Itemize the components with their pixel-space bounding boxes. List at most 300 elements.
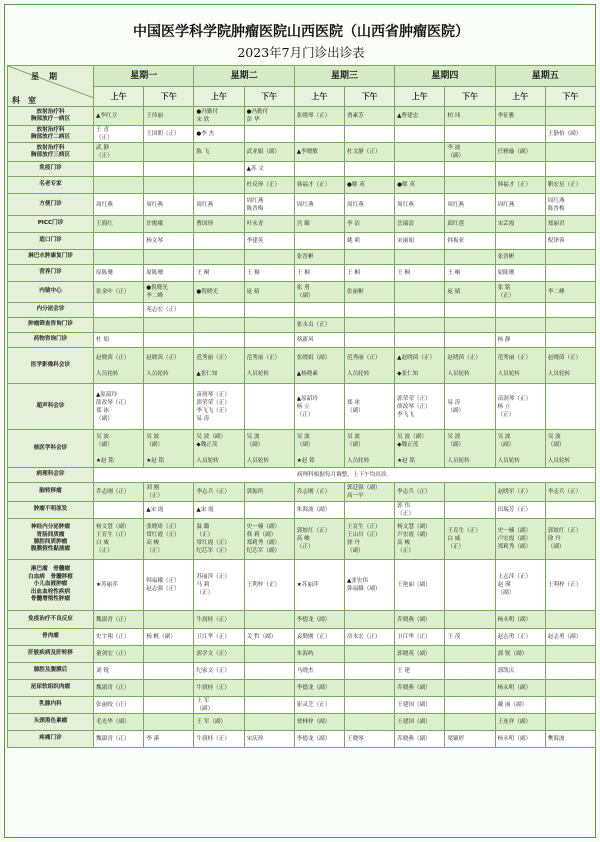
schedule-cell [94, 162, 144, 177]
dept-row [8, 303, 596, 318]
schedule-cell: ▲苏 文 [244, 162, 294, 177]
corner-bottom-label: 科室 [12, 95, 44, 105]
schedule-cell: 吴 波 （副） 人员轮转 [244, 430, 294, 468]
schedule-cell: 朱海屿 [294, 646, 344, 663]
schedule-cell: 原陈珊 [94, 265, 144, 282]
schedule-cell: 易 涛 （副） [445, 384, 495, 430]
schedule-cell: 郭姣红（正） 高 峻 （正） [294, 519, 344, 560]
schedule-cell [445, 177, 495, 194]
schedule-cell [94, 303, 144, 318]
dept-name: 免疫治疗不良反应 [8, 611, 94, 629]
dept-row [8, 611, 596, 629]
dept-row [8, 162, 596, 177]
schedule-cell: 王国朝（正） [144, 126, 194, 143]
schedule-cell [344, 680, 394, 697]
schedule-cell: 庞 婧 [445, 282, 495, 303]
dept-name: 淋巴瘤 骨髓瘤 白血病 骨髓移植 小儿血液肿瘤 出血血栓性疾病 骨髓增殖性肿瘤 [8, 560, 94, 611]
schedule-cell: 郭廷强（副） 高一平 [344, 483, 394, 502]
schedule-cell: 韩福才（正） [495, 177, 545, 194]
schedule-cell: 王 桐 [244, 265, 294, 282]
schedule-cell: 周红燕 [395, 194, 445, 216]
half-header: 上午 [94, 86, 144, 107]
schedule-cell: 原陈珊 [144, 265, 194, 282]
dept-name: 内镜中心 [8, 282, 94, 303]
schedule-cell [244, 126, 294, 143]
dept-name: 免疫门诊 [8, 162, 94, 177]
dept-row [8, 560, 596, 611]
schedule-cell: 范秀丽（正） ▲张仁知 [194, 348, 244, 384]
schedule-cell [545, 714, 595, 731]
schedule-cell: 李志兵（正） [194, 483, 244, 502]
half-day-header-row [8, 86, 596, 107]
schedule-cell: 柏 玮 [445, 107, 495, 126]
schedule-cell [545, 162, 595, 177]
schedule-cell: 宫 媚 [294, 216, 344, 233]
schedule-cell [344, 162, 394, 177]
schedule-cell: 卫江华（正） [194, 629, 244, 646]
dept-row [8, 483, 596, 502]
schedule-cell [344, 611, 394, 629]
schedule-cell: ●倪晓光 [194, 282, 244, 303]
schedule-cell [344, 663, 394, 680]
schedule-cell: 任雅璇（副） [495, 143, 545, 162]
schedule-cell: 王 建 [395, 663, 445, 680]
schedule-cell [194, 162, 244, 177]
dept-name: 内分泌会诊 [8, 303, 94, 318]
half-header: 上午 [194, 86, 244, 107]
schedule-cell [344, 646, 394, 663]
schedule-cell: 王 桐 [194, 265, 244, 282]
schedule-cell: 张晋彬 [294, 250, 344, 265]
schedule-cell [294, 162, 344, 177]
schedule-cell: 乔晓燕（副） [395, 731, 445, 748]
dept-row [8, 663, 596, 680]
schedule-cell [445, 162, 495, 177]
schedule-cell: 卫江华（正） [395, 629, 445, 646]
schedule-cell: 宋庆珍 [244, 731, 294, 748]
schedule-cell: 韩振亚 [445, 233, 495, 250]
schedule-cell: 许俊娥 [144, 216, 194, 233]
schedule-cell: 赵晓茵（正） 人员轮转 [94, 348, 144, 384]
dept-row [8, 697, 596, 714]
schedule-cell: 吴 波 （副） 人员轮转 [445, 430, 495, 468]
schedule-cell: 范秀丽（正） 人员轮转 [344, 348, 394, 384]
schedule-cell [545, 265, 595, 282]
dept-row [8, 430, 596, 468]
schedule-cell: 杨文琴 [144, 233, 194, 250]
schedule-cell: 赵志勇（副） [545, 629, 595, 646]
schedule-cell: 郭姣红（正） 徐 丹 （副） [545, 519, 595, 560]
schedule-cell [545, 384, 595, 430]
dept-row [8, 348, 596, 384]
schedule-cell: 杜反珍（正） [244, 177, 294, 194]
schedule-cell [545, 318, 595, 333]
schedule-cell [94, 250, 144, 265]
schedule-cell: 韩福才（正） [294, 177, 344, 194]
schedule-cell [545, 663, 595, 680]
schedule-cell: 杨永明（副） [495, 731, 545, 748]
dept-row [8, 384, 596, 430]
schedule-cell: 毛光华（副） [94, 714, 144, 731]
dept-row [8, 194, 596, 216]
schedule-cell [244, 318, 294, 333]
schedule-cell [445, 318, 495, 333]
schedule-cell: 李德龙（副） [294, 611, 344, 629]
schedule-cell [144, 162, 194, 177]
dept-name: 肿瘤不明原发 [8, 502, 94, 519]
schedule-cell [344, 303, 394, 318]
schedule-cell [445, 697, 495, 714]
dept-name: 脑转移瘤 [8, 483, 94, 502]
dept-name: 骨肉瘤 [8, 629, 94, 646]
schedule-cell: 乔晓燕（副） [395, 680, 445, 697]
schedule-cell [445, 483, 495, 502]
schedule-cell: 刘 刚 （正） [144, 483, 194, 502]
schedule-cell [395, 250, 445, 265]
schedule-cell: 张 铭 （正） [495, 282, 545, 303]
schedule-cell [395, 126, 445, 143]
schedule-cell [194, 333, 244, 348]
schedule-cell: 武亚娟（副） [244, 143, 294, 162]
schedule-cell [194, 318, 244, 333]
schedule-cell: 苗润琴（正） 杨 立 （正） [495, 384, 545, 430]
schedule-cell [395, 318, 445, 333]
schedule-cell: 王晓琴 [344, 731, 394, 748]
schedule-cell: 曹国珍 [194, 216, 244, 233]
schedule-cell [144, 143, 194, 162]
day-header-tue: 星期二 [194, 66, 294, 87]
schedule-cell: 樊海波 [545, 731, 595, 748]
schedule-cell: 牛润桂（正） [194, 611, 244, 629]
schedule-cell: 武 静 （正） [94, 143, 144, 162]
schedule-cell [545, 333, 595, 348]
half-header: 下午 [445, 86, 495, 107]
schedule-cell: 刘 锐 [94, 663, 144, 680]
schedule-cell: 周红燕 [445, 194, 495, 216]
schedule-cell: 庞 婧 [244, 282, 294, 303]
dept-name: 名老专家 [8, 177, 94, 194]
schedule-cell: 马晓杰 [294, 663, 344, 680]
schedule-cell [445, 250, 495, 265]
schedule-cell: 王连祥（副） [495, 714, 545, 731]
dept-name: 腺腔及腹膜后 [8, 663, 94, 680]
schedule-cell: 乔志刚（正） [294, 483, 344, 502]
dept-row [8, 216, 596, 233]
schedule-cell: 张晓琴（正） [294, 107, 344, 126]
schedule-cell: 魏淑青（正） [94, 731, 144, 748]
dept-name: 方便门诊 [8, 194, 94, 216]
schedule-cell [144, 646, 194, 663]
dept-name: 核医学科会诊 [8, 430, 94, 468]
schedule-cell: 田瑞芳（正） [495, 502, 545, 519]
schedule-cell [445, 611, 495, 629]
schedule-cell: 王 桐 [344, 265, 394, 282]
schedule-cell: ▲宋 霞 [194, 502, 244, 519]
schedule-cell: 周红燕 陈晋梅 [545, 194, 595, 216]
schedule-cell: 王 桐 [445, 265, 495, 282]
schedule-cell [194, 303, 244, 318]
schedule-cell: 杨文慧（副） 王育生（正） 白 威 （正） [94, 519, 144, 560]
dept-row [8, 107, 596, 126]
schedule-cell: 温 璐 （正） 常红霞（正） 纪芯军（正） [194, 519, 244, 560]
schedule-cell: ★苏丽萍 [94, 560, 144, 611]
schedule-cell: 乔晓燕（副） [395, 611, 445, 629]
schedule-cell [445, 333, 495, 348]
dept-name: 放射治疗科 胸部放疗三病区 [8, 143, 94, 162]
schedule-cell: 王 桐 [294, 265, 344, 282]
schedule-cell [445, 303, 495, 318]
dept-row [8, 318, 596, 333]
schedule-cell [395, 143, 445, 162]
schedule-cell [244, 663, 294, 680]
schedule-cell [495, 162, 545, 177]
schedule-cell: 李建英 [244, 233, 294, 250]
schedule-cell: 赵志勇（正） [495, 629, 545, 646]
half-header: 下午 [344, 86, 394, 107]
schedule-cell [445, 126, 495, 143]
schedule-cell [495, 233, 545, 250]
dept-row [8, 333, 596, 348]
schedule-cell: 吴 波 （副） 人员轮转 [495, 430, 545, 468]
schedule-cell: 吴 波（副） ◆魏正茂 ★赵 铭 [395, 430, 445, 468]
dept-row [8, 143, 596, 162]
schedule-cell: 李 波 （副） [445, 143, 495, 162]
schedule-cell: 杜 娟 [94, 333, 144, 348]
schedule-cell: ●倪晓光 李二峰 [144, 282, 194, 303]
schedule-cell: 王伟丽 [144, 107, 194, 126]
schedule-cell: 吴 波 （副） ★赵 铭 [294, 430, 344, 468]
schedule-cell [144, 384, 194, 430]
dept-row [8, 233, 596, 250]
schedule-cell [545, 107, 595, 126]
schedule-cell: 张丽彬 [344, 282, 394, 303]
schedule-cell [545, 143, 595, 162]
schedule-cell: 史宇翔（正） [94, 629, 144, 646]
schedule-cell: ▲宋 霞 [144, 502, 194, 519]
schedule-cell: 李志兵（正） [395, 483, 445, 502]
schedule-cell: ●解 英 [344, 177, 394, 194]
half-header: 下午 [545, 86, 595, 107]
schedule-cell [545, 680, 595, 697]
schedule-cell [495, 126, 545, 143]
half-header: 下午 [144, 86, 194, 107]
schedule-cell: 王静怡（副） [545, 126, 595, 143]
dept-row [8, 250, 596, 265]
schedule-cell [144, 714, 194, 731]
schedule-cell: 王 青 （正） [94, 126, 144, 143]
schedule-cell: 姚 莉 [344, 233, 394, 250]
schedule-cell: 原陈珊 [495, 265, 545, 282]
schedule-cell [244, 250, 294, 265]
schedule-cell [244, 646, 294, 663]
schedule-cell [294, 303, 344, 318]
schedule-cell [344, 697, 394, 714]
schedule-cell: ●李 杰 [194, 126, 244, 143]
schedule-cell [144, 250, 194, 265]
dept-name: 病理科会诊 [8, 468, 94, 483]
schedule-cell [344, 333, 394, 348]
schedule-cell: 李二峰 [545, 282, 595, 303]
schedule-cell [94, 318, 144, 333]
schedule-page [4, 4, 596, 838]
schedule-cell: 李德龙（副） [294, 680, 344, 697]
schedule-cell [344, 502, 394, 519]
schedule-cell [244, 697, 294, 714]
schedule-cell: 贾素芳 [344, 107, 394, 126]
schedule-cell: 崔灵芝（正） [294, 697, 344, 714]
schedule-cell: ▲张宏伟 韩福娥（副） [344, 560, 394, 611]
schedule-cell [94, 177, 144, 194]
schedule-cell [144, 611, 194, 629]
dept-name: 医学影像科会诊 [8, 348, 94, 384]
schedule-cell: 杜文静（正） [344, 143, 394, 162]
schedule-cell: 王建国（副） [395, 714, 445, 731]
schedule-cell [94, 233, 144, 250]
schedule-cell [495, 303, 545, 318]
schedule-cell: 乔志刚（正） [94, 483, 144, 502]
schedule-cell: 宋丽娟 [395, 233, 445, 250]
schedule-cell [194, 233, 244, 250]
schedule-cell: 张 勇 （副） [294, 282, 344, 303]
schedule-cell: 陈 飞 [194, 143, 244, 162]
schedule-cell: 郭晓英（副） [395, 646, 445, 663]
schedule-cell: 苏丽萍（正） 马 莉 （正） [194, 560, 244, 611]
schedule-cell: 杨 静 [495, 333, 545, 348]
schedule-cell: 周红燕 [94, 194, 144, 216]
schedule-cell [244, 303, 294, 318]
schedule-cell: ▲李红卫 [94, 107, 144, 126]
schedule-cell: 赵晓军（正） [495, 483, 545, 502]
schedule-cell: 王建国（副） [395, 697, 445, 714]
schedule-cell [395, 162, 445, 177]
schedule-cell: 房永宏（正） [344, 629, 394, 646]
schedule-cell: 郭学文（正） [194, 646, 244, 663]
day-header-mon: 星期一 [94, 66, 194, 87]
schedule-cell [244, 333, 294, 348]
dept-row [8, 177, 596, 194]
schedule-cell: 纪家文（正） [194, 663, 244, 680]
day-header-row [8, 66, 596, 87]
schedule-cell: 王育生（正） 王山川（正） 徐 丹 （副） [344, 519, 394, 560]
schedule-cell: ●冯勤付 宋 欣 [194, 107, 244, 126]
half-header: 上午 [395, 86, 445, 107]
schedule-cell: 王 军（副） [194, 714, 244, 731]
schedule-cell: 赵晓茵（正） 人员轮转 [144, 348, 194, 384]
schedule-cell [545, 250, 595, 265]
schedule-cell: 郭荣荣（正） 薛改琴（正） 李飞飞 [395, 384, 445, 430]
schedule-cell: 梁颖婷 [445, 731, 495, 748]
schedule-cell: 苗润琴（正） 郭荣荣（正） 李飞飞（正） 易 涛 [194, 384, 244, 430]
schedule-cell: 倪泽蓉 [545, 233, 595, 250]
schedule-cell: ●解 英 [395, 177, 445, 194]
schedule-cell [244, 714, 294, 731]
schedule-cell [244, 611, 294, 629]
dept-row [8, 502, 596, 519]
schedule-cell: 郭振所 [244, 483, 294, 502]
schedule-cell [294, 126, 344, 143]
dept-name: 肿瘤筛查咨询门诊 [8, 318, 94, 333]
schedule-cell: 吴 波 （副） ★赵 铭 [144, 430, 194, 468]
dept-name: 营养门诊 [8, 265, 94, 282]
dept-name: 超声科会诊 [8, 384, 94, 430]
schedule-cell: 郭 伟 （正） [395, 502, 445, 519]
schedule-cell: 蔡新风 [294, 333, 344, 348]
schedule-cell [445, 502, 495, 519]
corner-cell [8, 66, 94, 107]
schedule-cell: ●冯勤付 彭 华 [244, 107, 294, 126]
schedule-cell [194, 177, 244, 194]
dept-row [8, 629, 596, 646]
schedule-cell: ▲赵晓茵（正） ◆张仁知 [395, 348, 445, 384]
dept-name: 放射治疗科 胸部放疗二病区 [8, 126, 94, 143]
schedule-cell: 王海红 [94, 216, 144, 233]
schedule-cell: ▲曹建忠 [395, 107, 445, 126]
schedule-cell [144, 697, 194, 714]
dept-row [8, 680, 596, 697]
day-header-wed: 星期三 [294, 66, 394, 87]
schedule-cell: 王 桐 [395, 265, 445, 282]
schedule-cell [344, 126, 394, 143]
schedule-cell: ▲原韶玲 薛改琴（正） 郑 冰 （副） [94, 384, 144, 430]
schedule-cell: 史一楠（副） 卢宏霞（副） 郑莉秀（副） [495, 519, 545, 560]
schedule-cell: 张晓琦（正） 常红霞（正） 高 峻 （正） [144, 519, 194, 560]
schedule-cell [395, 303, 445, 318]
schedule-cell [144, 177, 194, 194]
dept-name: 造口门诊 [8, 233, 94, 250]
schedule-cell [445, 680, 495, 697]
page-title: 中国医学科学院肿瘤医院山西医院（山西省肿瘤医院） [133, 24, 469, 40]
dept-name: 药物咨询门诊 [8, 333, 94, 348]
schedule-cell: 史一楠（副） 蔡 莉（副） 郑莉秀（副） 纪芯军（副） [244, 519, 294, 560]
schedule-cell: 董剑宏（正） [94, 646, 144, 663]
schedule-cell: 宋芸霞 [495, 216, 545, 233]
schedule-cell [344, 714, 394, 731]
schedule-cell [395, 333, 445, 348]
dept-row [8, 731, 596, 748]
schedule-cell: 王育生（正） 白 威 （正） [445, 519, 495, 560]
schedule-cell [144, 663, 194, 680]
schedule-cell: 郭凯庆 [495, 663, 545, 680]
schedule-cell [545, 646, 595, 663]
dept-row [8, 646, 596, 663]
schedule-cell: 李志兵（正） [545, 483, 595, 502]
schedule-cell: 王利梓（正） [545, 560, 595, 611]
dept-name: 疼痛门诊 [8, 731, 94, 748]
schedule-cell: 杨永明（副） [495, 680, 545, 697]
half-header: 上午 [495, 86, 545, 107]
schedule-cell [244, 680, 294, 697]
schedule-cell: 周红燕 [194, 194, 244, 216]
schedule-cell: 贾林梓（副） [294, 714, 344, 731]
schedule-cell: 张丽皎（正） [94, 697, 144, 714]
corner-top-label: 星期 [31, 71, 67, 81]
schedule-cell: 郑丽君 [545, 216, 595, 233]
dept-name: 淋巴水肿康复门诊 [8, 250, 94, 265]
schedule-cell: ▲李晓敏 [294, 143, 344, 162]
schedule-cell [194, 250, 244, 265]
schedule-cell: 周红燕 陈晋梅 [244, 194, 294, 216]
schedule-cell: 戴 丽（副） [495, 697, 545, 714]
schedule-cell: 张金叶（正） [94, 282, 144, 303]
schedule-cell: 朱海波（副） [294, 502, 344, 519]
schedule-cell: 牛润桂（正） [194, 731, 244, 748]
schedule-cell: 吴 波 （副） ★赵 铭 [94, 430, 144, 468]
schedule-cell: 李征雅 [495, 107, 545, 126]
schedule-cell: 赵晓茵（正） 人员轮转 [545, 348, 595, 384]
schedule-cell [144, 333, 194, 348]
half-header: 下午 [244, 86, 294, 107]
schedule-cell: 靳宏星（正） [545, 177, 595, 194]
